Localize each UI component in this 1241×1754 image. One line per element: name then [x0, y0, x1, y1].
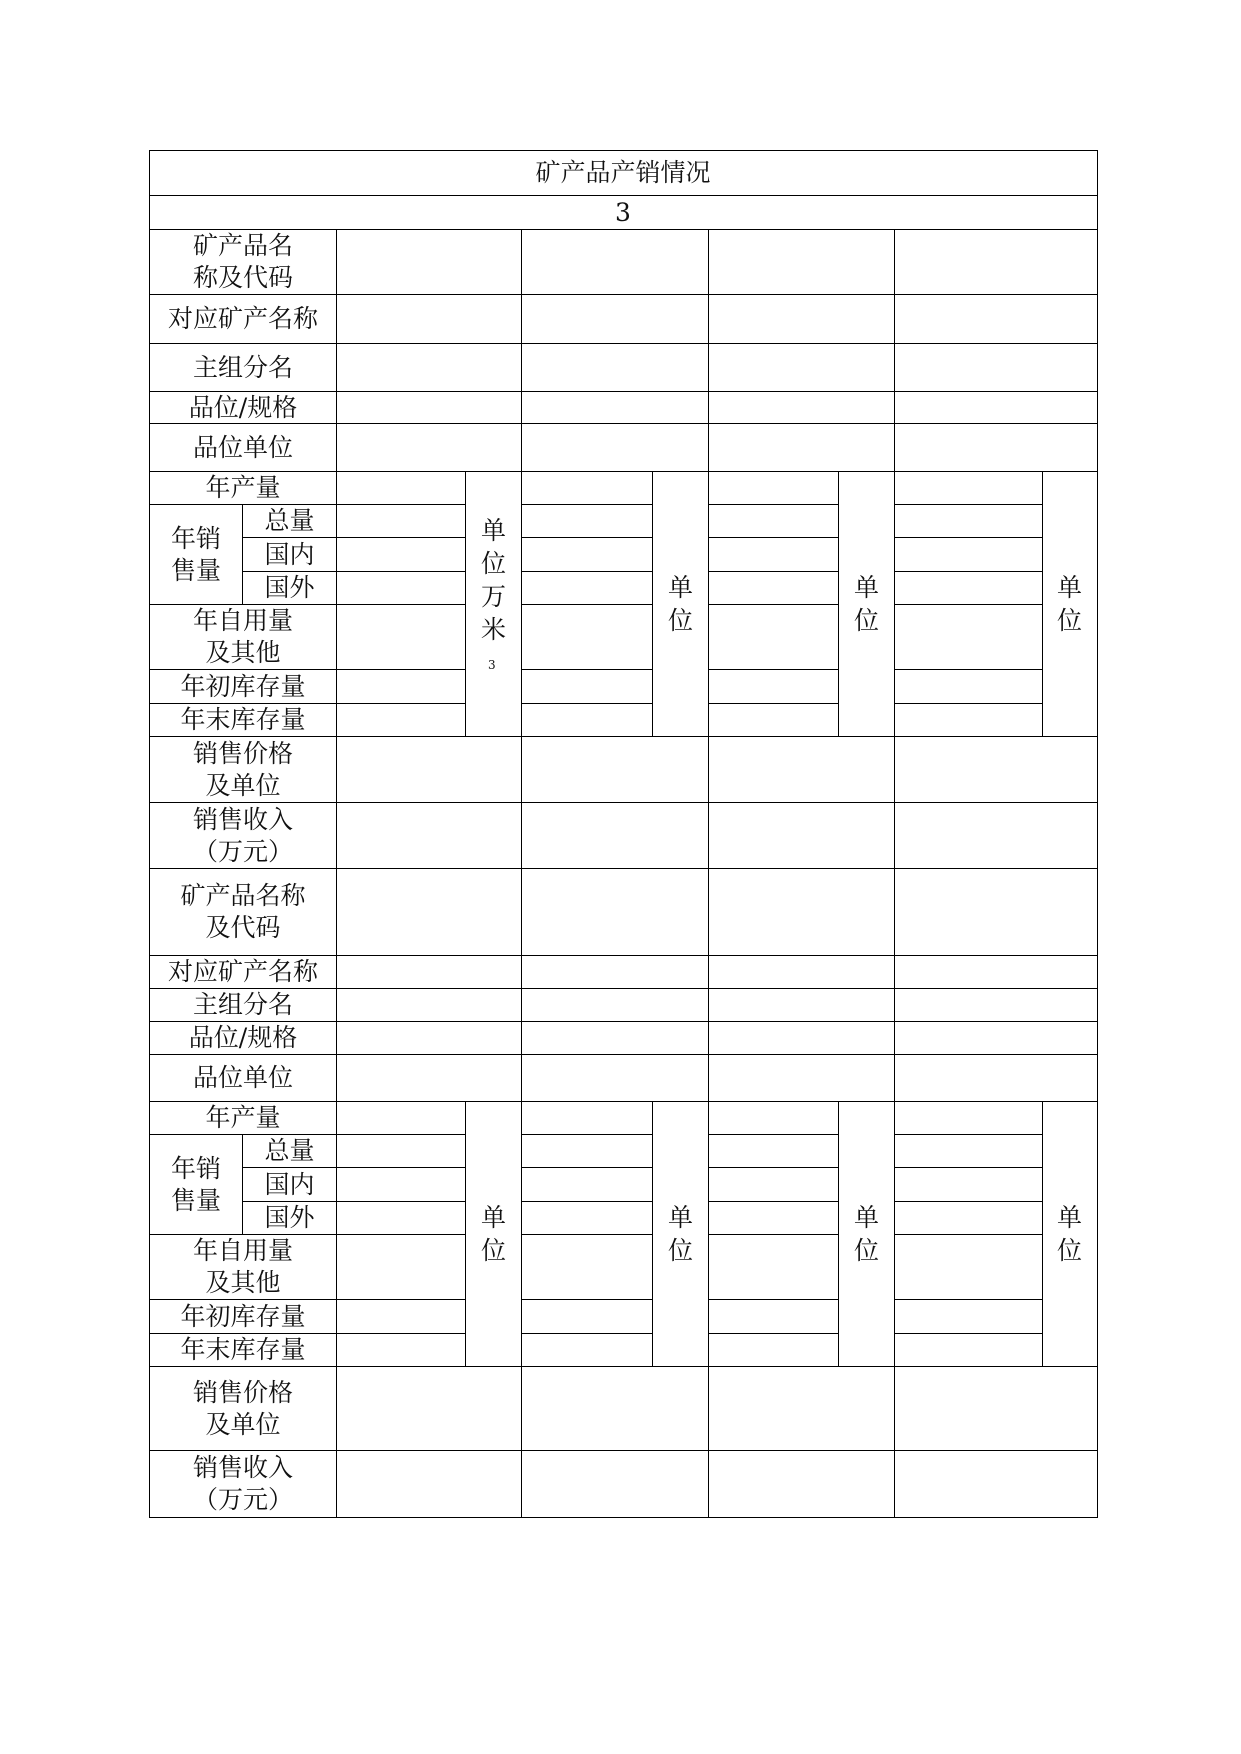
grid-line	[894, 1234, 1043, 1235]
grid-line	[894, 703, 1043, 704]
grid-line	[521, 1167, 653, 1168]
unit-column-4: 单 位	[1056, 1203, 1082, 1265]
opening-stock-label: 年初库存量	[180, 671, 306, 701]
grid-line	[521, 504, 653, 505]
unit-column-4: 单 位	[1056, 573, 1082, 635]
sales-total-label: 总量	[264, 1136, 315, 1165]
unit-superscript: 3	[488, 658, 496, 672]
grid-line	[336, 736, 337, 869]
grid-line	[521, 1201, 653, 1202]
closing-stock-label: 年末库存量	[180, 705, 306, 734]
grid-line	[521, 604, 653, 605]
grid-line	[149, 391, 1098, 392]
price-unit-label: 销售价格 及单位	[192, 738, 293, 800]
table-title: 矿产品产销情况	[535, 158, 711, 187]
grid-line	[521, 703, 653, 704]
grid-line	[894, 571, 1043, 572]
grid-line	[242, 1134, 243, 1235]
grid-line	[708, 1234, 839, 1235]
grid-line	[149, 343, 1098, 344]
opening-stock-label: 年初库存量	[180, 1301, 306, 1331]
grid-line	[242, 1167, 466, 1168]
unit-column-1: 单 位	[480, 1203, 506, 1265]
grid-line	[242, 504, 243, 605]
unit-column-2: 单 位	[667, 573, 693, 635]
grid-line	[708, 604, 839, 605]
grid-line	[149, 294, 1098, 295]
closing-stock-label: 年末库存量	[180, 1335, 306, 1364]
grid-line	[521, 1134, 653, 1135]
grid-line	[149, 669, 466, 670]
self-use-label: 年自用量 及其他	[192, 606, 293, 667]
sales-total-label: 总量	[264, 506, 315, 535]
grid-line	[894, 1167, 1043, 1168]
grade-spec-label: 品位/规格	[188, 1023, 298, 1052]
grid-line	[242, 537, 466, 538]
annual-sales-label: 年销 售量	[170, 523, 221, 585]
grid-line	[894, 1366, 895, 1518]
product-name-label: 矿产品名称 及代码	[180, 881, 306, 942]
grid-line	[894, 537, 1043, 538]
grid-line	[336, 1366, 337, 1518]
grid-line	[708, 703, 839, 704]
grid-line	[149, 988, 1098, 989]
grade-unit-label: 品位单位	[192, 1063, 293, 1092]
price-unit-label: 销售价格 及单位	[192, 1377, 293, 1439]
grid-line	[708, 1201, 839, 1202]
grid-line	[149, 1299, 466, 1300]
grid-line	[894, 1134, 1043, 1135]
grid-line	[336, 868, 337, 1102]
grid-line	[708, 571, 839, 572]
annual-output-label: 年产量	[205, 473, 281, 502]
grid-line	[242, 1201, 466, 1202]
grid-line	[894, 868, 895, 1102]
grid-line	[521, 1333, 653, 1334]
grid-line	[894, 229, 895, 472]
grid-line	[894, 604, 1043, 605]
grid-line	[149, 1450, 1098, 1451]
grade-spec-label: 品位/规格	[188, 392, 298, 422]
grid-line	[149, 150, 1098, 151]
revenue-label: 销售收入 （万元）	[192, 1452, 293, 1514]
grid-line	[149, 1333, 466, 1334]
grade-unit-label: 品位单位	[192, 432, 293, 462]
grid-line	[708, 1333, 839, 1334]
grid-line	[708, 537, 839, 538]
grid-line	[149, 1021, 1098, 1022]
grid-line	[521, 1366, 522, 1518]
grid-line	[708, 868, 709, 1102]
grid-line	[149, 868, 1098, 869]
grid-line	[149, 955, 1098, 956]
grid-line	[708, 229, 709, 472]
sales-domestic-label: 国内	[264, 1169, 315, 1199]
grid-line	[149, 604, 466, 605]
grid-line	[521, 229, 522, 472]
annual-output-label: 年产量	[205, 1103, 281, 1132]
grid-line	[149, 195, 1098, 196]
grid-line	[149, 1366, 1098, 1367]
grid-line	[242, 571, 466, 572]
grid-line	[894, 1333, 1043, 1334]
grid-line	[894, 1201, 1043, 1202]
sales-domestic-label: 国内	[264, 539, 315, 569]
grid-line	[708, 736, 709, 869]
grid-line	[708, 1299, 839, 1300]
grid-line	[708, 504, 839, 505]
grid-line	[521, 868, 522, 1102]
grid-line	[149, 1517, 1098, 1518]
self-use-label: 年自用量 及其他	[192, 1236, 293, 1297]
grid-line	[521, 669, 653, 670]
grid-line	[149, 802, 1098, 803]
grid-line	[708, 669, 839, 670]
grid-line	[149, 504, 466, 505]
grid-line	[894, 669, 1043, 670]
grid-line	[149, 736, 1098, 737]
sales-foreign-label: 国外	[264, 573, 315, 602]
grid-line	[894, 736, 895, 869]
grid-line	[149, 1134, 466, 1135]
product-name-label: 矿产品名 称及代码	[192, 231, 293, 292]
grid-line	[1097, 150, 1098, 1518]
table-index: 3	[615, 197, 631, 227]
grid-line	[708, 1366, 709, 1518]
grid-line	[336, 229, 337, 472]
grid-line	[149, 1234, 466, 1235]
unit-column-2: 单 位	[667, 1203, 693, 1265]
unit-column-3: 单 位	[853, 573, 879, 635]
grid-line	[521, 736, 522, 869]
revenue-label: 销售收入 （万元）	[192, 804, 293, 866]
main-component-label: 主组分名	[192, 352, 293, 382]
sales-foreign-label: 国外	[264, 1203, 315, 1232]
grid-line	[149, 229, 1098, 230]
grid-line	[521, 537, 653, 538]
grid-line	[149, 1101, 1098, 1102]
grid-line	[708, 1134, 839, 1135]
mineral-name-label: 对应矿产名称	[167, 304, 318, 333]
grid-line	[521, 1234, 653, 1235]
grid-line	[521, 571, 653, 572]
grid-line	[894, 504, 1043, 505]
unit-column-3: 单 位	[853, 1203, 879, 1265]
grid-line	[149, 1054, 1098, 1055]
annual-sales-label: 年销 售量	[170, 1153, 221, 1215]
mineral-name-label: 对应矿产名称	[167, 957, 318, 986]
grid-line	[521, 1299, 653, 1300]
grid-line	[149, 703, 466, 704]
main-component-label: 主组分名	[192, 990, 293, 1019]
unit-column-1: 单 位 万 米	[480, 516, 506, 644]
grid-line	[149, 150, 150, 1518]
grid-line	[149, 471, 1098, 472]
grid-line	[894, 1299, 1043, 1300]
grid-line	[708, 1167, 839, 1168]
grid-line	[149, 423, 1098, 424]
